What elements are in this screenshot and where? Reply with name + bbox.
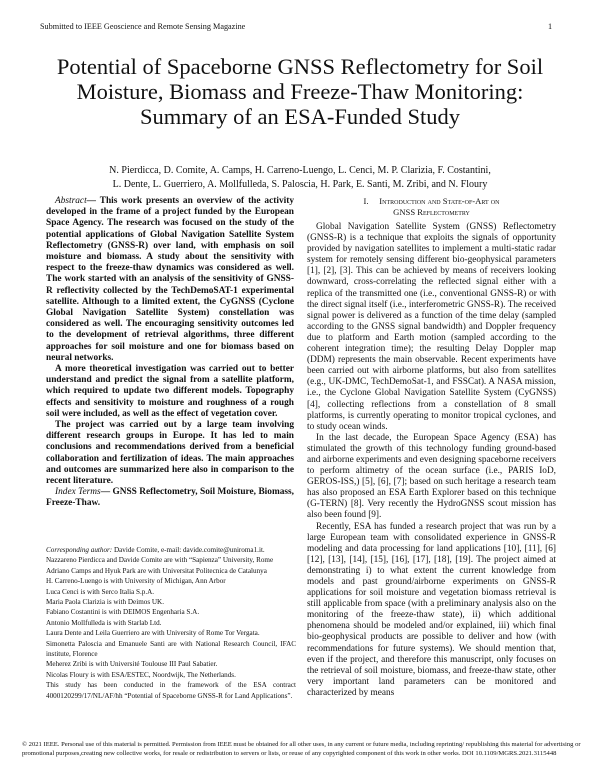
paper-title: Potential of Spaceborne GNSS Reflectometry for Soil Moisture, Biomass and Freeze-Thaw Monitoring: Summary of an ESA-Funded Study bbox=[56, 54, 544, 129]
section-title-line: Introduction and State-of-Art on bbox=[379, 196, 500, 206]
footnote: Laura Dente and Leila Guerriero are with University of Rome Tor Vergata. bbox=[46, 629, 260, 638]
right-column bbox=[307, 196, 556, 699]
abstract-label: Abstract bbox=[55, 196, 87, 206]
footnote-text: Davide Comite, e-mail: davide.comite@uniroma1.it. bbox=[112, 546, 265, 554]
index-terms-label: Index Terms bbox=[55, 487, 101, 498]
footnote: This study has been conducted in the framework of the ESA contract 4000120299/17/NL/AF/hh “Potential of Spaceborne GNSS-R for Land Applications”. bbox=[46, 681, 296, 700]
body-paragraph: Global Navigation Satellite System (GNSS) Reflectometry (GNSS-R) is a technique that exploits the signals of opportunity provided by navigation satellites to implement a multi-static radar system for remotely sensing different bio-geophysical parameters [1], [2], [3]. This can be achieved by means of receivers looking downward, cross-correlating the reflected signal either with a replica of the transmitted one (i.e., conventional GNSS-R) or with the direct signal itself (i.e., interferometric GNSS-R). The received signal power is delivered as a function of the time delay (sampled according to the GNSS signal bandwidth) and Doppler frequency due to platform and Earth motion (sampled according to the coherent integration time); the resulting Delay Doppler map (DDM) represents the main observable. Recent experiments have been carried out with airborne platforms, but also from satellites (e.g., UK-DMC, TechDemoSat-1, and FSSCat). A NASA mission, i.e., the Cyclone Global Navigation Satellite System (CyGNSS) [4], collecting reflections from a constellation of 8 small platforms, is currently operating to monitor tropical cyclones, and to study ocean winds. bbox=[307, 222, 556, 432]
abstract-text: — This work presents an overview of the activity developed in the frame of a project funded by the European Space Agency. The research was focused on the study of the potential applications of Global Navigation Satellite System Reflectometry (GNSS-R) over land, with emphasis on soil moisture and biomass. A study about the sensitivity with respect to the freeze-thaw dynamics was considered as well. The work started with an analysis of the sensitivity of GNSS-R reflectivity collected by the TechDemoSAT-1 experimental satellite. Although to a limited extent, the CyGNSS (Cyclone Global Navigation Satellite System) constellation was considered as well. The encouraging sensitivity outcomes led to the development of retrieval algorithms, three different approaches for soil moisture and one for biomass based on neural networks. bbox=[46, 196, 294, 363]
body-paragraph: In the last decade, the European Space Agency (ESA) has stimulated the growth of this technology funding ground-based and airborne experiments and even designing spaceborne receivers to perform altimetry of the ocean surface (i.e., PARIS IoD, GEROS-ISS,) [5], [6], [7]; based on such heritage a research team has also proposed an ESA Earth Explorer based on this technique (G-TERN) [8]. Very recently the HydroGNSS scout mission has also been found [9]. bbox=[307, 432, 556, 521]
footnote: Meherez Zribi is with Université Toulouse III Paul Sabatier. bbox=[46, 660, 218, 669]
section-title-line: GNSS Reflectometry bbox=[393, 207, 470, 217]
footnote: Adriano Camps and Hyuk Park are with Universitat Politecnica de Catalunya bbox=[46, 566, 267, 575]
footnote: Luca Cenci is with Serco Italia S.p.A. bbox=[46, 587, 155, 596]
author-line: N. Pierdicca, D. Comite, A. Camps, H. Carreno-Luengo, L. Cenci, M. P. Clarizia, F. Costantini, bbox=[109, 165, 491, 176]
body-paragraph: Recently, ESA has funded a research project that was run by a large European team with consolidated experience in GNSS-R modeling and data processing for land applications [10], [11], [6] [12], [13], [14], [15], [16], [17], [18], [19]. The project aimed at demonstrating i) to what extent the current knowledge from models and past ground/airborne experiments on GNSS-R applications for soil moisture and vegetation biomass retrieval is still applicable from space (with a preliminary analysis also on the monitoring of the freeze-thaw state), ii) which additional phenomena should be modeled and/or explained, iii) which final bio-geophysical products are possible to deliver and how (with recommendations for future systems). We should mention that, even if the project, and therefore this manuscript, only focuses on the retrieval of soil moisture, biomass, and freeze-thaw state, other very important land parameters can be monitored and characterized by means bbox=[307, 521, 556, 698]
author-list bbox=[40, 164, 560, 192]
footnote: Fabiano Costantini is with DEIMOS Engenharia S.A. bbox=[46, 608, 200, 617]
index-terms-text: — GNSS Reflectometry, Soil Moisture, Biomass, Freeze-Thaw. bbox=[46, 487, 295, 509]
footnote: Antonio Mollfulleda is with Starlab Ltd. bbox=[46, 618, 162, 627]
section-heading bbox=[307, 196, 556, 218]
index-terms bbox=[46, 487, 294, 509]
abstract-paragraph: The project was carried out by a large team involving different research groups in Europe. It has led to main conclusions and recommendations derived from a beneficial collaboration and fertilization of ideas. The main approaches and outcomes are summarized here also in comparison to the recent literature. bbox=[46, 420, 294, 487]
copyright-footer: © 2021 IEEE. Personal use of this material is permitted. Permission from IEEE must be obtained for all other uses, in any current or future media, including reprinting/ republishing this material for advertising or promotional purposes,creating new collective works, for resale or redistribution to servers or lists, or reuse of any copyrighted component of this work in other works. DOI 10.1109/MGRS.2021.3115448 bbox=[22, 741, 581, 757]
footnote: H. Carreno-Luengo is with University of Michigan, Ann Arbor bbox=[46, 577, 226, 586]
footnote-label: Corresponding author: bbox=[46, 546, 113, 554]
footnote: Nazzareno Pierdicca and Davide Comite are with “Sapienza” University, Rome bbox=[46, 556, 274, 565]
footnote: Nicolas Floury is with ESA/ESTEC, Noordwijk, The Netherlands. bbox=[46, 670, 236, 679]
running-header: Submitted to IEEE Geoscience and Remote Sensing Magazine bbox=[40, 22, 246, 31]
footnote bbox=[46, 545, 296, 555]
left-column bbox=[46, 196, 294, 510]
abstract-paragraph bbox=[46, 196, 294, 364]
footnote: Simonetta Paloscia and Emanuele Santi are with National Research Council, IFAC institute, Florence bbox=[46, 639, 296, 659]
section-number: I. bbox=[363, 196, 369, 206]
footnote: Maria Paola Clarizia is with Deimos UK. bbox=[46, 598, 164, 607]
footnotes bbox=[46, 545, 296, 701]
page-number: 1 bbox=[548, 22, 553, 31]
abstract-paragraph: A more theoretical investigation was carried out to better understand and predict the signal from a satellite platform, which required to update two different models. Topography effects and sensitivity to moisture and roughness of a rough soil were included, as well as the effect of vegetation cover. bbox=[46, 364, 294, 419]
author-line: L. Dente, L. Guerriero, A. Mollfulleda, S. Paloscia, H. Park, E. Santi, M. Zribi, and N. Floury bbox=[112, 179, 488, 190]
